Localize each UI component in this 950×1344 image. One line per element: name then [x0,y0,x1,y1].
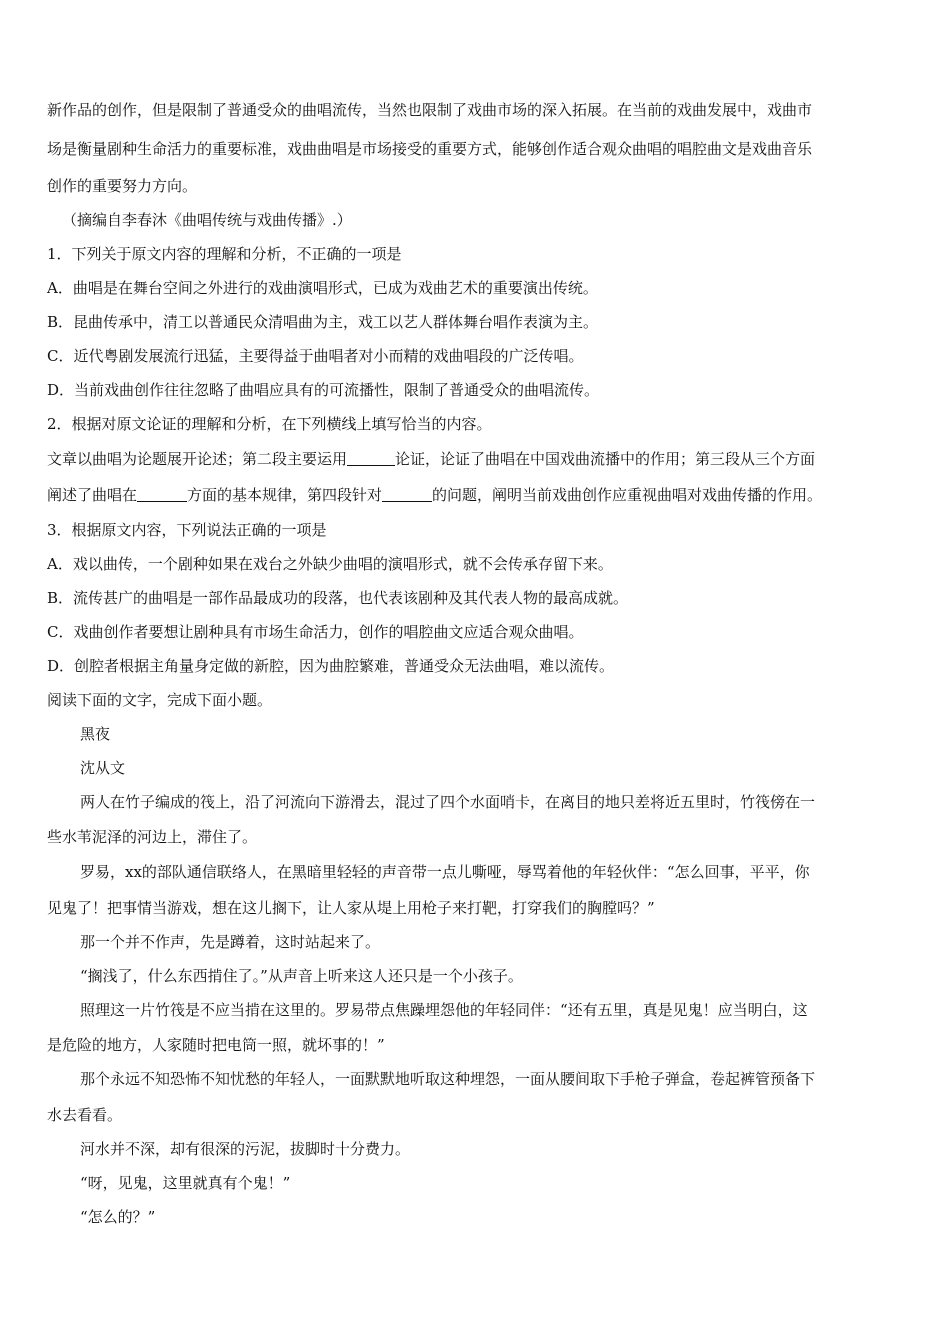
story-paragraph-line: 些水苇泥泽的河边上，滞住了。 [47,828,258,846]
story-paragraph-line: 罗易，xx的部队通信联络人，在黑暗里轻轻的声音带一点儿嘶哑，辱骂着他的年轻伙伴：“怎么回事，平平，你 [80,863,810,881]
question-3-option-a: A．戏以曲传，一个剧种如果在戏台之外缺少曲唱的演唱形式，就不会传承存留下来。 [47,555,613,573]
fill-text: 的问题，阐明当前戏曲创作应重视曲唱对戏曲传播的作用。 [432,486,823,504]
question-2-fill-line-2 [47,485,822,505]
story-paragraph-line: 河水并不深，却有很深的污泥，拔脚时十分费力。 [80,1140,411,1158]
story-paragraph-line: 是危险的地方，人家随时把电筒一照，就坏事的！” [47,1036,385,1054]
story-paragraph-line: “呀，见鬼，这里就真有个鬼！” [80,1174,291,1192]
question-1-stem: 1．下列关于原文内容的理解和分析，不正确的一项是 [47,245,402,263]
fill-blank-2[interactable] [137,485,187,502]
fill-blank-3[interactable] [382,485,432,502]
story-paragraph-line: 那个永远不知恐怖不知忧愁的年轻人，一面默默地听取这种埋怨，一面从腰间取下手枪子弹盒，卷起裤管预备下 [80,1070,816,1088]
fill-text: 文章以曲唱为论题展开论述；第二段主要运用 [47,450,348,468]
story-paragraph-line: 那一个并不作声，先是蹲着，这时站起来了。 [80,933,381,951]
fill-text: 方面的基本规律，第四段针对 [187,486,383,504]
fill-blank-1[interactable] [347,449,395,466]
story-author: 沈从文 [80,759,126,777]
question-1-option-c: C．近代粤剧发展流行迅猛，主要得益于曲唱者对小而精的戏曲唱段的广泛传唱。 [47,347,584,365]
question-3-option-c: C．戏曲创作者要想让剧种具有市场生命活力，创作的唱腔曲文应适合观众曲唱。 [47,623,584,641]
reading-instruction: 阅读下面的文字，完成下面小题。 [47,691,273,709]
question-3-stem: 3．根据原文内容，下列说法正确的一项是 [47,521,327,539]
passage-line: 场是衡量剧种生命活力的重要标准，戏曲曲唱是市场接受的重要方式，能够创作适合观众曲唱的唱腔曲文是戏曲音乐 [47,140,813,158]
story-paragraph-line: 水去看看。 [47,1106,123,1124]
story-paragraph-line: 照理这一片竹筏是不应当掯在这里的。罗易带点焦躁埋怨他的年轻同伴：“还有五里，真是见鬼！应当明白，这 [80,1001,808,1019]
fill-text: 阐述了曲唱在 [47,486,138,504]
story-paragraph-line: “怎么的？” [80,1208,156,1226]
story-paragraph-line: 两人在竹子编成的筏上，沿了河流向下游滑去，混过了四个水面哨卡，在离目的地只差将近五里时，竹筏傍在一 [80,793,816,811]
question-2-stem: 2．根据对原文论证的理解和分析，在下列横线上填写恰当的内容。 [47,415,492,433]
story-paragraph-line: 见鬼了！把事情当游戏，想在这儿搁下，让人家从堤上用枪子来打靶，打穿我们的胸膛吗？” [47,899,655,917]
question-1-option-d: D．当前戏曲创作往往忽略了曲唱应具有的可流播性，限制了普通受众的曲唱流传。 [47,381,600,399]
source-citation: （摘编自李春沐《曲唱传统与戏曲传播》.） [62,211,352,229]
fill-text: 论证，论证了曲唱在中国戏曲流播中的作用；第三段从三个方面 [395,450,816,468]
question-3-option-b: B．流传甚广的曲唱是一部作品最成功的段落，也代表该剧种及其代表人物的最高成就。 [47,589,629,607]
question-3-option-d: D．创腔者根据主角量身定做的新腔，因为曲腔繁难，普通受众无法曲唱，难以流传。 [47,657,615,675]
question-1-option-a: A．曲唱是在舞台空间之外进行的戏曲演唱形式，已成为戏曲艺术的重要演出传统。 [47,279,598,297]
story-title: 黑夜 [80,725,111,743]
passage-line: 创作的重要努力方向。 [47,177,198,195]
story-paragraph-line: “搁浅了，什么东西掯住了。”从声音上听来这人还只是一个小孩子。 [80,967,523,985]
question-2-fill-line-1 [47,449,815,469]
passage-line: 新作品的创作，但是限制了普通受众的曲唱流传，当然也限制了戏曲市场的深入拓展。在当前的戏曲发展中，戏曲市 [47,101,813,119]
question-1-option-b: B．昆曲传承中，清工以普通民众清唱曲为主，戏工以艺人群体舞台唱作表演为主。 [47,313,599,331]
